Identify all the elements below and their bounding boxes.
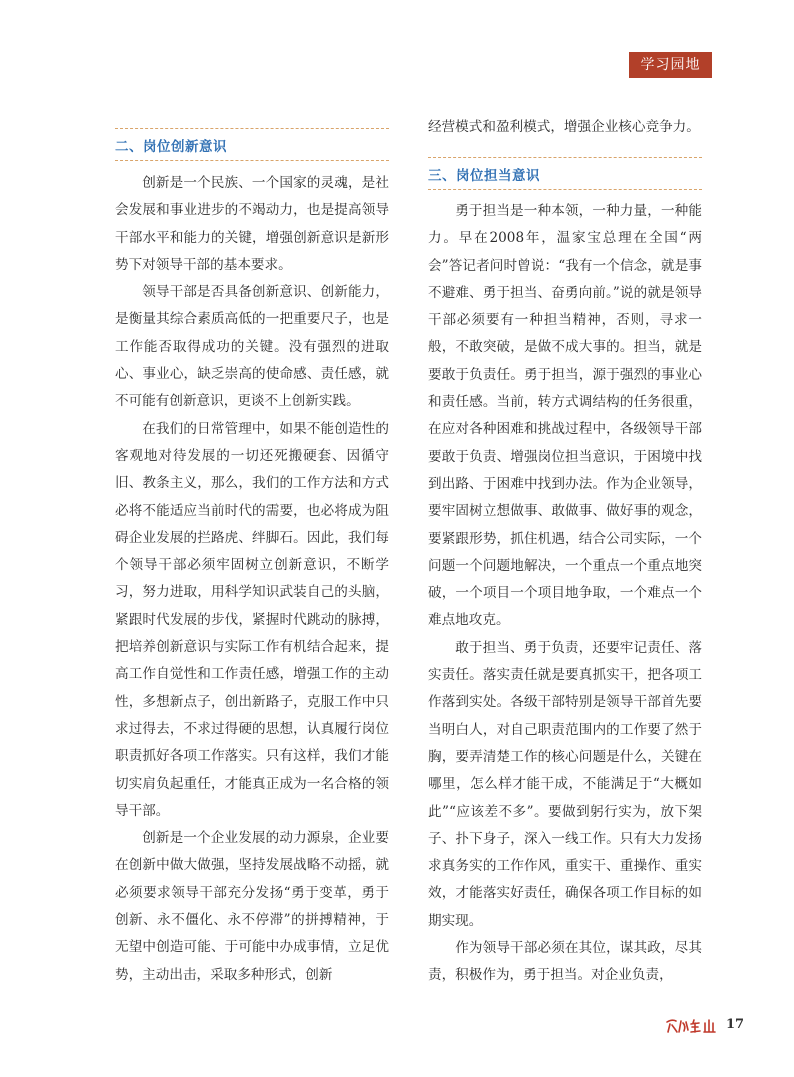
magazine-logo [664,1017,724,1035]
left-body [115,170,389,989]
paragraph: 在我们的日常管理中，如果不能创造性的客观地对待发展的一切还死搬硬套、因循守旧、教条主义，那么，我们的工作方法和方式必将不能适应当前时代的需要，也必将成为阻碍企业发展的拦路虎、绊脚石。因此，我们每个领导干部必须牢固树立创新意识，不断学习，努力进取，用科学知识武装自己的头脑，紧跟时代发展的步伐，紧握时代跳动的脉搏，把培养创新意识与实际工作有机结合起来，提高工作自觉性和工作责任感，增强工作的主动性，多想新点子，创出新路子，克服工作中只求过得去，不求过得硬的思想，认真履行岗位职责抓好各项工作落实。只有这样，我们才能切实肩负起重任，才能真正成为一名合格的领导干部。 [115,420,389,819]
paragraph: 创新是一个民族、一个国家的灵魂，是社会发展和事业进步的不竭动力，也是提高领导干部水平和能力的关键，增强创新意识是新形势下对领导干部的基本要求。 [115,175,389,273]
right-body [428,198,702,990]
paragraph: 敢于担当、勇于负责，还要牢记责任、落实责任。落实责任就是要真抓实干，把各项工作落到实处。各级干部特别是领导干部首先要当明白人，对自己职责范围内的工作要了然于胸，要弄清楚工作的核心问题是什么，关键在哪里，怎么样才能干成，不能满足于“大概如此”“应该差不多”。要做到躬行实为，放下架子、扑下身子，深入一线工作。只有大力发扬求真务实的工作作风，重实干、重操作、重实效，才能落实好责任，确保各项工作目标的如期实现。 [428,639,702,929]
section-heading-text: 三、岗位担当意识 [428,168,540,184]
section-tab: 学习园地 [629,52,712,78]
paragraph: 勇于担当是一种本领，一种力量，一种能力。早在2008年，温家宝总理在全国“两会”答记者问时曾说：“我有一个信念，就是事不避难、勇于担当、奋勇向前。”说的就是领导干部必须要有一种担当精神，否则，寻求一般，不敢突破，是做不成大事的。担当，就是要敢于负责任。勇于担当，源于强烈的事业心和责任感。当前，转方式调结构的任务很重，在应对各种困难和挑战过程中，各级领导干部要敢于负责、增强岗位担当意识，于困境中找到出路、于困难中找到办法。作为企业领导，要牢固树立想做事、敢做事、做好事的观念，要紧跟形势，抓住机遇，结合公司实际，一个问题一个问题地解决，一个重点一个重点地突破，一个项目一个项目地争取，一个难点一个难点地攻克。 [428,203,702,629]
paragraph: 创新是一个企业发展的动力源泉，企业要在创新中做大做强，坚持发展战略不动摇，就必须要求领导干部充分发扬“勇于变革，勇于创新、永不僵化、永不停滞”的拼搏精神，于无望中创造可能、于可能中办成事情，立足优势，主动出击，采取多种形式，创新 [115,830,389,983]
continued-paragraph: 经营模式和盈利模式，增强企业核心竞争力。 [428,119,700,135]
paragraph: 领导干部是否具备创新意识、创新能力，是衡量其综合素质高低的一把重要尺子，也是工作能否取得成功的关键。没有强烈的进取心、事业心，缺乏崇高的使命感、责任感，就不可能有创新意识，更谈不上创新实践。 [115,284,389,410]
section-heading-text: 二、岗位创新意识 [115,139,227,155]
paragraph: 作为领导干部必须在其位，谋其政，尽其责，积极作为，勇于担当。对企业负责， [428,940,702,984]
section-heading-responsibility [428,157,702,190]
section-heading-innovation [115,128,389,161]
page-number: 17 [726,1017,745,1032]
